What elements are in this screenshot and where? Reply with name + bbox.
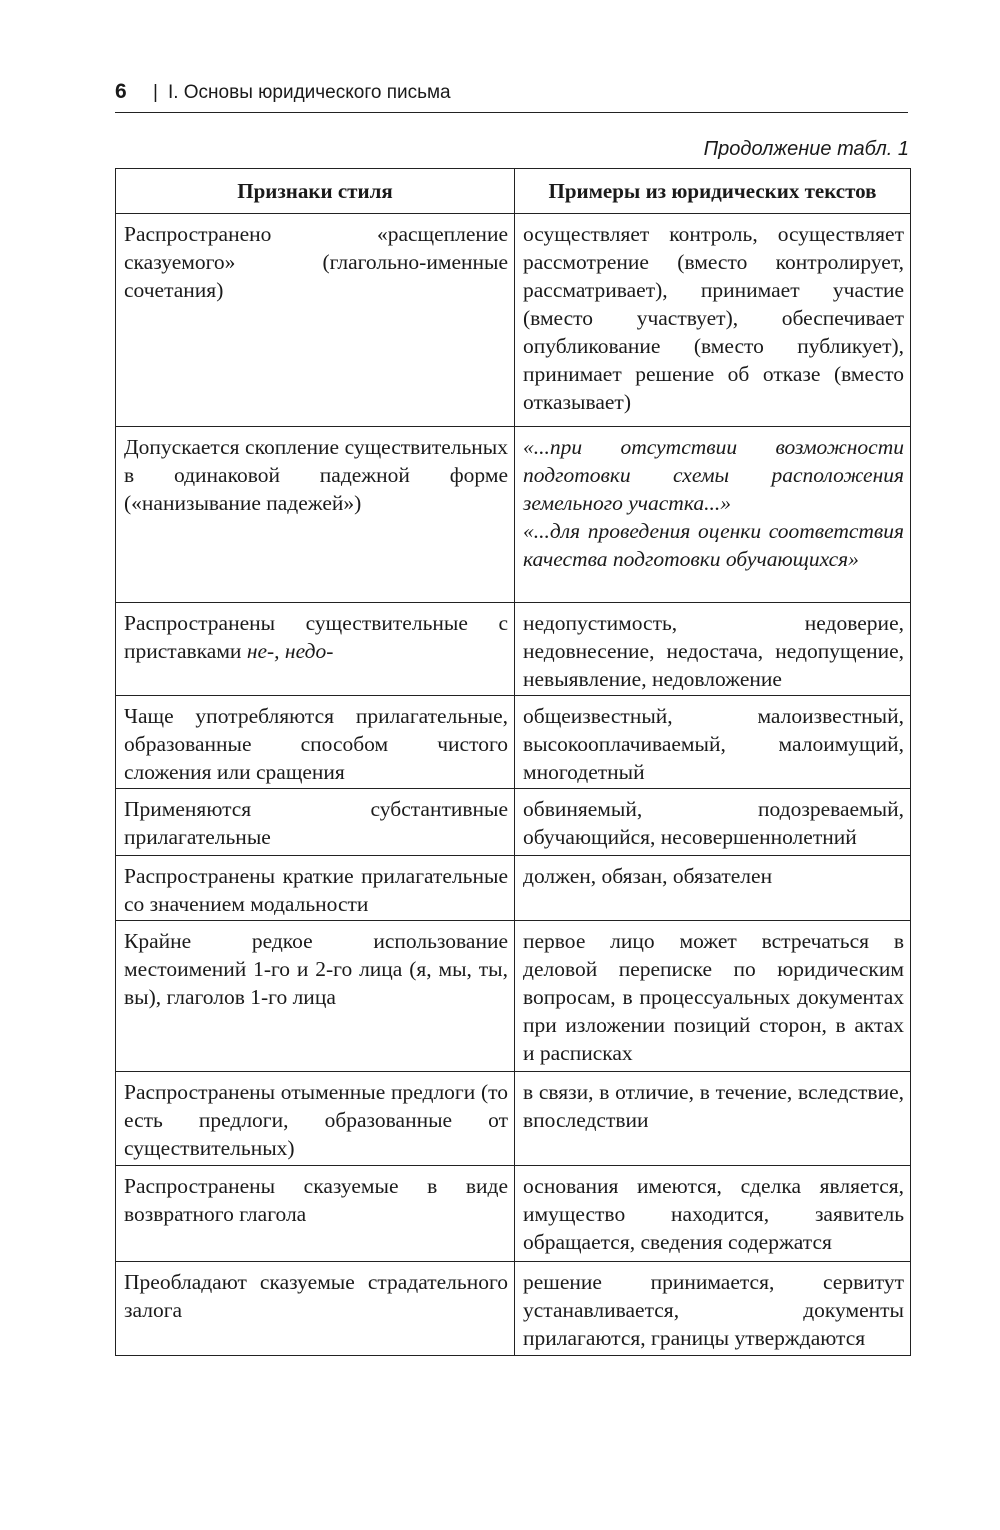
table-row bbox=[116, 921, 911, 1072]
feature-text: Распространены существительные с приставками bbox=[124, 611, 508, 663]
page-number: 6 bbox=[115, 80, 127, 103]
feature-cell: Допускается скопление существительных в одинаковой падежной форме («нанизывание падежей») bbox=[116, 427, 515, 603]
example-cell: основания имеются, сделка является, имущество находится, заявитель обращается, сведения содержатся bbox=[515, 1166, 911, 1262]
running-head bbox=[115, 78, 908, 113]
chapter-title: I. Основы юридического письма bbox=[167, 82, 451, 103]
table-row bbox=[116, 789, 911, 856]
feature-cell: Преобладают сказуемые страдательного залога bbox=[116, 1262, 515, 1356]
example-quote: «...при отсутствии возможности подготовки схемы расположения земельного участка...» bbox=[523, 435, 904, 515]
table-row bbox=[116, 603, 911, 696]
table-row bbox=[116, 696, 911, 789]
feature-cell: Распространены сказуемые в виде возвратного глагола bbox=[116, 1166, 515, 1262]
table-header-row bbox=[116, 169, 911, 214]
example-cell: должен, обязан, обязателен bbox=[515, 856, 911, 921]
column-header-examples: Примеры из юридических текстов bbox=[515, 169, 911, 214]
example-cell: недопустимость, недоверие, недовнесение, недостача, недопущение, невыявление, недовложение bbox=[515, 603, 911, 696]
feature-prefixes: не-, недо- bbox=[246, 639, 334, 663]
example-quote: «...для проведения оценки соответствия качества подготовки обучающихся» bbox=[523, 519, 904, 571]
feature-cell: Применяются субстантивные прилагательные bbox=[116, 789, 515, 856]
column-header-features: Признаки стиля bbox=[116, 169, 515, 214]
table-row bbox=[116, 1072, 911, 1166]
table-row bbox=[116, 427, 911, 603]
style-features-table bbox=[115, 168, 911, 1356]
example-cell: в связи, в отличие, в течение, вследствие, впоследствии bbox=[515, 1072, 911, 1166]
example-cell: обвиняемый, подозреваемый, обучающийся, несовершеннолетний bbox=[515, 789, 911, 856]
feature-cell: Чаще употребляются прилагательные, образованные способом чистого сложения или сращения bbox=[116, 696, 515, 789]
example-cell: осуществляет контроль, осуществляет рассмотрение (вместо контролирует, рассматривает), принимает участие (вместо участвует), обеспечивает опубликование (вместо публикует), принимает решение об отказе (вместо отказывает) bbox=[515, 214, 911, 427]
table-row bbox=[116, 214, 911, 427]
table-row bbox=[116, 856, 911, 921]
example-cell bbox=[515, 427, 911, 603]
feature-cell: Распространены отыменные предлоги (то есть предлоги, образованные от существительных) bbox=[116, 1072, 515, 1166]
example-cell: общеизвестный, малоизвестный, высокооплачиваемый, малоимущий, многодетный bbox=[515, 696, 911, 789]
table-row bbox=[116, 1166, 911, 1262]
table-row bbox=[116, 1262, 911, 1356]
feature-cell bbox=[116, 603, 515, 696]
table-caption: Продолжение табл. 1 bbox=[703, 138, 909, 160]
feature-cell: Крайне редкое использование местоимений 1-го и 2-го лица (я, мы, ты, вы), глаголов 1-го лица bbox=[116, 921, 515, 1072]
header-separator: | bbox=[153, 82, 158, 103]
feature-cell: Распространены краткие прилагательные со значением модальности bbox=[116, 856, 515, 921]
example-cell: первое лицо может встречаться в деловой переписке по юридическим вопросам, в процессуальных документах при изложении позиций сторон, в актах и расписках bbox=[515, 921, 911, 1072]
feature-cell: Распространено «расщепление сказуемого» (глагольно-именные сочетания) bbox=[116, 214, 515, 427]
example-cell: решение принимается, сервитут устанавливается, документы прилагаются, границы утверждаются bbox=[515, 1262, 911, 1356]
